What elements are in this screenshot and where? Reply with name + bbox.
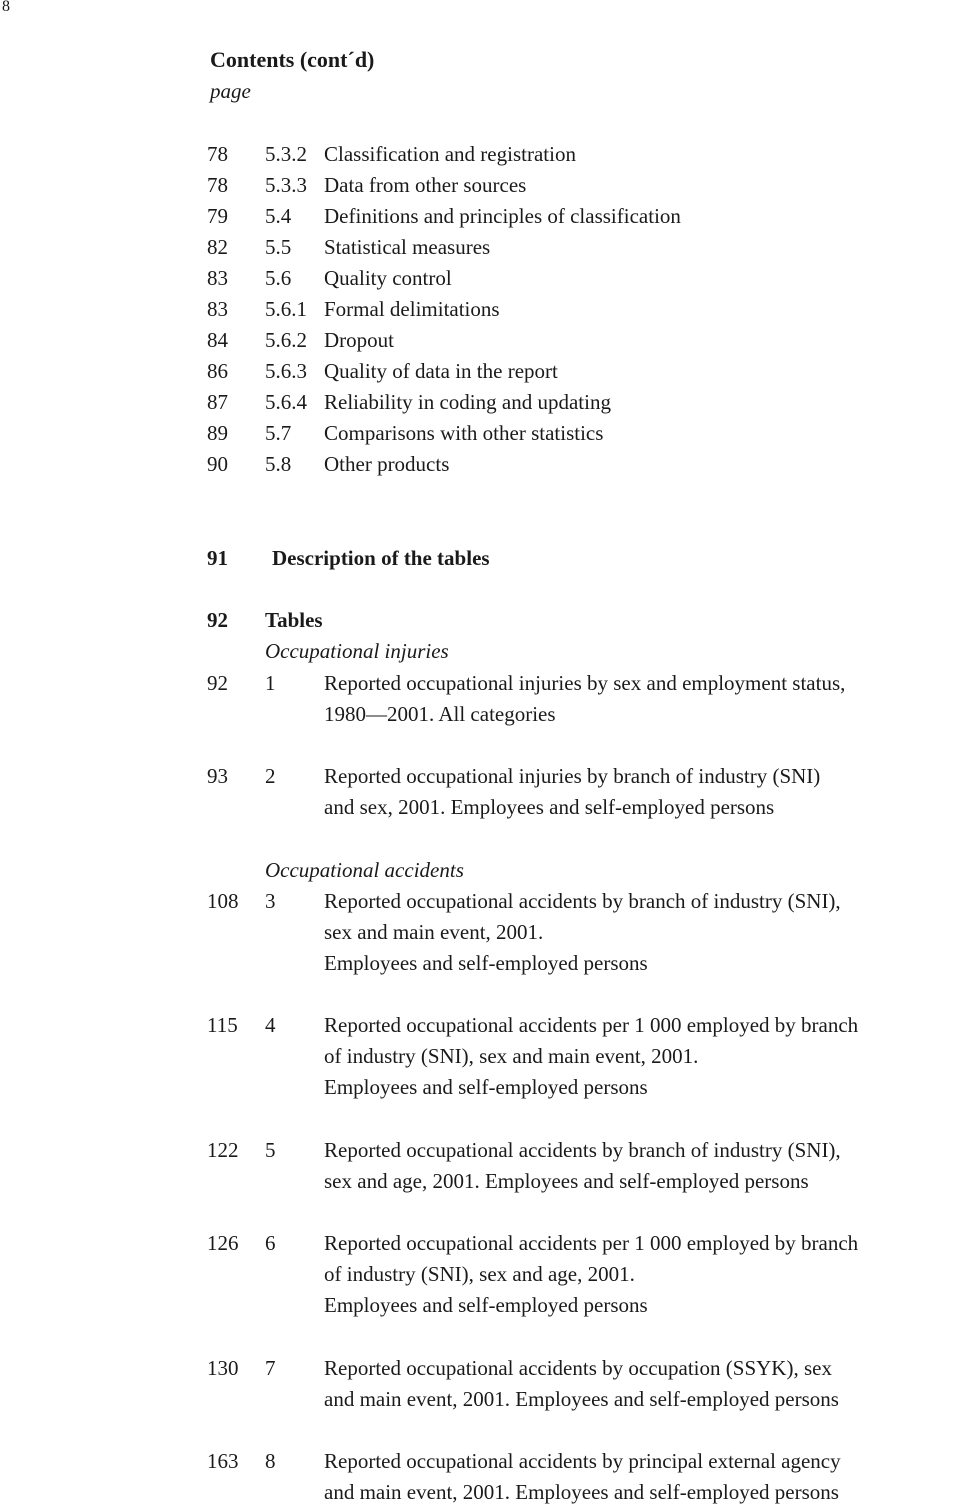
- title-line: Reported occupational accidents by branch of industry (SNI),: [324, 889, 841, 913]
- toc-page: 86: [207, 359, 228, 383]
- toc-title: Other products: [324, 452, 450, 476]
- title-line: Reported occupational accidents by principal external agency: [324, 1449, 841, 1473]
- title-line: Reported occupational injuries by branch of industry (SNI): [324, 764, 821, 788]
- toc-title: [324, 1228, 858, 1321]
- toc-page: 92: [207, 671, 228, 695]
- toc-number: 2: [265, 764, 276, 788]
- title-line: of industry (SNI), sex and age, 2001.: [324, 1262, 635, 1286]
- toc-page: 89: [207, 421, 228, 445]
- toc-title: Quality control: [324, 266, 452, 290]
- title-line: and sex, 2001. Employees and self-employed persons: [324, 795, 775, 819]
- title-line: and main event, 2001. Employees and self-employed persons: [324, 1387, 839, 1411]
- toc-title: Dropout: [324, 328, 394, 352]
- title-line: Reported occupational accidents by branch of industry (SNI),: [324, 1138, 841, 1162]
- toc-number: 5: [265, 1138, 276, 1162]
- toc-page: 79: [207, 204, 228, 228]
- toc-title: Classification and registration: [324, 142, 576, 166]
- subheading-occupational-accidents: Occupational accidents: [265, 858, 464, 882]
- subheading-occupational-injuries: Occupational injuries: [265, 639, 449, 663]
- toc-title: [324, 668, 845, 730]
- toc-number: 5.8: [265, 452, 292, 476]
- toc-page: 130: [207, 1356, 239, 1380]
- title-line: and main event, 2001. Employees and self-employed persons: [324, 1480, 839, 1504]
- toc-number: 5.6: [265, 266, 292, 290]
- toc-page: 87: [207, 390, 228, 414]
- title-line: Reported occupational accidents per 1 000 employed by branch: [324, 1013, 859, 1037]
- toc-title: [324, 761, 820, 823]
- toc-number: 5.6.2: [265, 328, 307, 352]
- title-line: Reported occupational accidents per 1 000 employed by branch: [324, 1231, 859, 1255]
- page-column-label: page: [210, 79, 251, 103]
- toc-page: 83: [207, 297, 228, 321]
- contents-heading: Contents (cont´d): [210, 47, 375, 72]
- toc-title: [324, 1010, 858, 1103]
- toc-page: 83: [207, 266, 228, 290]
- toc-title: Data from other sources: [324, 173, 527, 197]
- page-number: 8: [2, 0, 10, 15]
- toc-number: 7: [265, 1356, 276, 1380]
- toc-title: [324, 886, 841, 979]
- toc-number: 5.3.2: [265, 142, 307, 166]
- toc-number: 5.6.1: [265, 297, 307, 321]
- toc-title: Reliability in coding and updating: [324, 390, 611, 414]
- toc-title: Description of the tables: [272, 546, 490, 570]
- title-line: 1980—2001. All categories: [324, 702, 556, 726]
- toc-title: [324, 1353, 839, 1415]
- toc-number: 5.7: [265, 421, 292, 445]
- toc-title: Quality of data in the report: [324, 359, 558, 383]
- toc-page: 90: [207, 452, 228, 476]
- toc-title: Tables: [265, 608, 323, 632]
- toc-number: 5.6.4: [265, 390, 307, 414]
- toc-number: 1: [265, 671, 276, 695]
- toc-title: [324, 1135, 841, 1197]
- title-line: Reported occupational accidents by occupation (SSYK), sex: [324, 1356, 832, 1380]
- toc-page: 78: [207, 173, 228, 197]
- toc-number: 6: [265, 1231, 276, 1255]
- title-line: sex and main event, 2001.: [324, 920, 544, 944]
- toc-number: 5.3.3: [265, 173, 307, 197]
- toc-title: Definitions and principles of classification: [324, 204, 681, 228]
- toc-page: 93: [207, 764, 228, 788]
- toc-page: 82: [207, 235, 228, 259]
- toc-number: 5.4: [265, 204, 292, 228]
- toc-page: 163: [207, 1449, 239, 1473]
- toc-number: 3: [265, 889, 276, 913]
- toc-page: 78: [207, 142, 228, 166]
- toc-number: 4: [265, 1013, 276, 1037]
- toc-number: 8: [265, 1449, 276, 1473]
- title-line: Reported occupational injuries by sex and employment status,: [324, 671, 846, 695]
- toc-title: [324, 1446, 841, 1508]
- toc-number: 5.6.3: [265, 359, 307, 383]
- toc-page: 126: [207, 1231, 239, 1255]
- toc-page: 122: [207, 1138, 239, 1162]
- toc-title: Statistical measures: [324, 235, 491, 259]
- toc-title: Formal delimitations: [324, 297, 500, 321]
- title-line: of industry (SNI), sex and main event, 2001.: [324, 1044, 699, 1068]
- toc-page: 108: [207, 889, 239, 913]
- title-line: Employees and self-employed persons: [324, 1293, 648, 1317]
- title-line: Employees and self-employed persons: [324, 951, 648, 975]
- toc-page: 91: [207, 546, 228, 570]
- toc-title: Comparisons with other statistics: [324, 421, 604, 445]
- toc-page: 92: [207, 608, 228, 632]
- title-line: Employees and self-employed persons: [324, 1075, 648, 1099]
- toc-page: 115: [207, 1013, 238, 1037]
- toc-number: 5.5: [265, 235, 292, 259]
- title-line: sex and age, 2001. Employees and self-employed persons: [324, 1169, 809, 1193]
- toc-page: 84: [207, 328, 228, 352]
